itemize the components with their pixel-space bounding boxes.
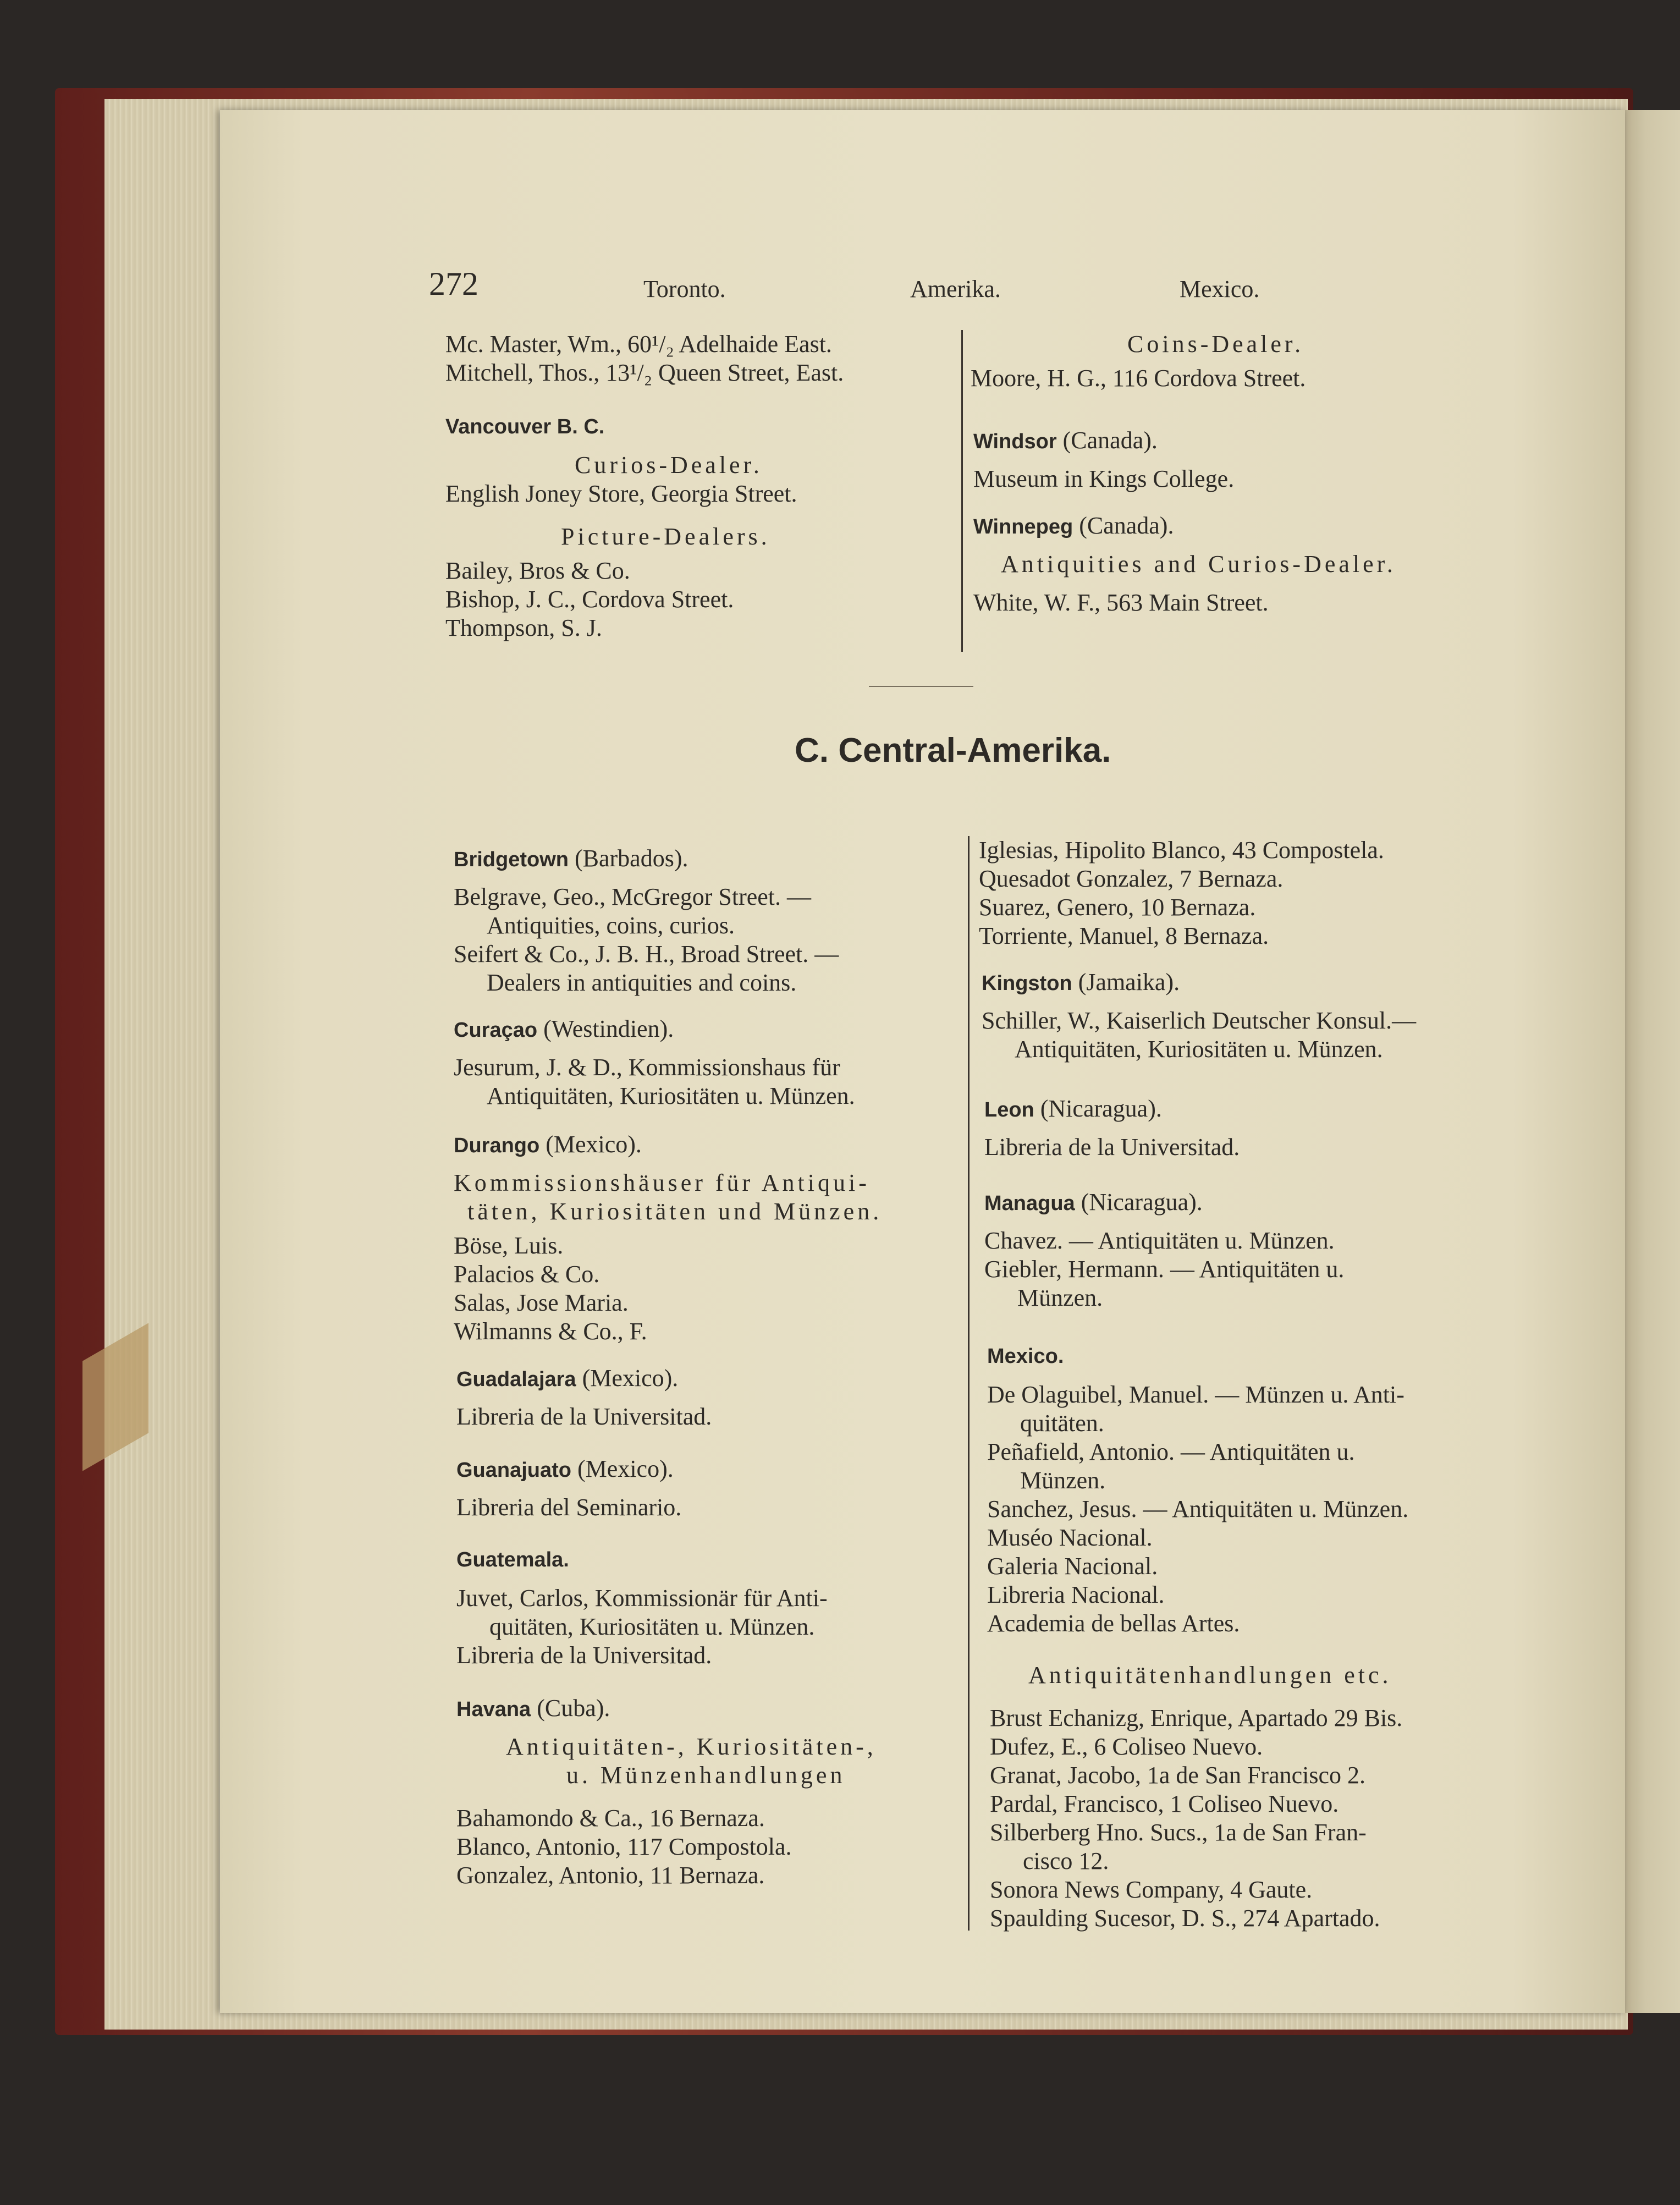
text-line: English Joney Store, Georgia Street.	[445, 480, 797, 507]
text-line: Kommissionshäuser für Antiqui-	[454, 1169, 870, 1196]
city-heading-guatemala: Guatemala.	[456, 1548, 569, 1571]
text-line: Torriente, Manuel, 8 Bernaza.	[979, 922, 1269, 949]
text-line: Iglesias, Hipolito Blanco, 43 Compostela.	[979, 837, 1384, 864]
text-line: Silberberg Hno. Sucs., 1a de San Fran-	[990, 1819, 1367, 1846]
text-line: Belgrave, Geo., McGregor Street. —	[454, 883, 812, 910]
text-line: Brust Echanizg, Enrique, Apartado 29 Bis.	[990, 1704, 1403, 1731]
text-line: täten, Kuriositäten und Münzen.	[467, 1198, 883, 1225]
running-header-center: Amerika.	[910, 276, 1001, 303]
text-line: Blanco, Antonio, 117 Compostola.	[456, 1833, 792, 1860]
text-line: Antiquities, coins, curios.	[487, 912, 735, 939]
text-line: Academia de bellas Artes.	[987, 1610, 1240, 1637]
text-line: Peñafield, Antonio. — Antiquitäten u.	[987, 1438, 1355, 1465]
text-line: Thompson, S. J.	[445, 614, 602, 641]
subheading: Picture-Dealers.	[561, 523, 770, 550]
city-heading-mexico: Mexico.	[987, 1345, 1064, 1368]
book-page	[220, 110, 1625, 2013]
city-heading-leon: Leon (Nicaragua).	[984, 1095, 1162, 1122]
text-line: quitäten.	[1020, 1410, 1104, 1437]
city-heading-curacao: Curaçao (Westindien).	[454, 1015, 674, 1042]
text-line: Gonzalez, Antonio, 11 Bernaza.	[456, 1862, 765, 1889]
subheading: Coins-Dealer.	[1127, 331, 1304, 358]
text-line: Schiller, W., Kaiserlich Deutscher Konsul.—	[982, 1007, 1417, 1034]
text-line: Quesadot Gonzalez, 7 Bernaza.	[979, 865, 1284, 892]
text-line: Jesurum, J. & D., Kommissionshaus für	[454, 1054, 840, 1081]
city-heading-durango: Durango (Mexico).	[454, 1131, 642, 1158]
text-line: Chavez. — Antiquitäten u. Münzen.	[984, 1227, 1335, 1254]
running-header-left: Toronto.	[643, 276, 726, 303]
text-line: cisco 12.	[1023, 1847, 1109, 1874]
text-line: Juvet, Carlos, Kommissionär für Anti-	[456, 1585, 828, 1612]
text-line: Moore, H. G., 116 Cordova Street.	[971, 365, 1306, 392]
text-line: Muséo Nacional.	[987, 1524, 1153, 1551]
running-header-right: Mexico.	[1180, 276, 1260, 303]
separator-rule	[869, 686, 973, 687]
subheading: Curios-Dealer.	[575, 452, 763, 479]
subheading: Antiquities and Curios-Dealer.	[1001, 551, 1396, 578]
text-line: Dufez, E., 6 Coliseo Nuevo.	[990, 1733, 1263, 1760]
text-line: Granat, Jacobo, 1a de San Francisco 2.	[990, 1762, 1366, 1789]
column-rule	[961, 330, 963, 652]
text-line: Böse, Luis.	[454, 1232, 564, 1259]
text-line: De Olaguibel, Manuel. — Münzen u. Anti-	[987, 1381, 1404, 1408]
city-heading-vancouver: Vancouver B. C.	[445, 415, 605, 438]
text-line: Bishop, J. C., Cordova Street.	[445, 586, 734, 613]
text-line: Giebler, Hermann. — Antiquitäten u.	[984, 1256, 1345, 1283]
column-rule	[968, 836, 970, 1931]
city-heading-winnepeg: Winnepeg (Canada).	[973, 512, 1174, 539]
subheading: Antiquitäten-, Kuriositäten-,	[506, 1733, 877, 1760]
city-heading-kingston: Kingston (Jamaika).	[982, 969, 1180, 996]
page-number: 272	[429, 266, 478, 302]
city-heading-managua: Managua (Nicaragua).	[984, 1189, 1203, 1216]
text-line: Libreria del Seminario.	[456, 1494, 682, 1521]
city-heading-guanajuato: Guanajuato (Mexico).	[456, 1455, 674, 1482]
subheading: Antiquitätenhandlungen etc.	[1028, 1662, 1392, 1689]
text-line: Bailey, Bros & Co.	[445, 557, 630, 584]
text-line: Salas, Jose Maria.	[454, 1289, 629, 1316]
text-line: Libreria Nacional.	[987, 1581, 1165, 1608]
text-line: Museum in Kings College.	[973, 465, 1235, 492]
text-line: Mc. Master, Wm., 60¹/₂ Adelhaide East.	[445, 331, 832, 358]
text-line: Dealers in antiquities and coins.	[487, 969, 797, 996]
text-line: Palacios & Co.	[454, 1261, 600, 1288]
text-line: Pardal, Francisco, 1 Coliseo Nuevo.	[990, 1790, 1339, 1817]
text-line: Wilmanns & Co., F.	[454, 1318, 647, 1345]
text-line: quitäten, Kuriositäten u. Münzen.	[489, 1613, 815, 1640]
text-line: Libreria de la Universitad.	[984, 1134, 1240, 1161]
text-line: White, W. F., 563 Main Street.	[973, 589, 1269, 616]
text-line: Sanchez, Jesus. — Antiquitäten u. Münzen.	[987, 1495, 1409, 1522]
city-heading-windsor: Windsor (Canada).	[973, 427, 1158, 454]
text-line: Galeria Nacional.	[987, 1553, 1158, 1580]
city-heading-bridgetown: Bridgetown (Barbados).	[454, 845, 688, 872]
facing-page-edge	[1622, 110, 1680, 2013]
text-line: Münzen.	[1020, 1467, 1106, 1494]
text-line: Sonora News Company, 4 Gaute.	[990, 1876, 1313, 1903]
text-line: Seifert & Co., J. B. H., Broad Street. —	[454, 941, 839, 967]
text-line: Libreria de la Universitad.	[456, 1403, 712, 1430]
city-heading-havana: Havana (Cuba).	[456, 1695, 610, 1722]
text-line: Mitchell, Thos., 13¹/₂ Queen Street, East.	[445, 359, 844, 386]
text-line: Antiquitäten, Kuriositäten u. Münzen.	[1015, 1036, 1383, 1063]
section-title: C. Central-Amerika.	[795, 732, 1111, 769]
text-line: Suarez, Genero, 10 Bernaza.	[979, 894, 1256, 921]
city-heading-guadalajara: Guadalajara (Mexico).	[456, 1365, 679, 1392]
text-line: Antiquitäten, Kuriositäten u. Münzen.	[487, 1082, 855, 1109]
text-line: Spaulding Sucesor, D. S., 274 Apartado.	[990, 1905, 1380, 1932]
text-line: Libreria de la Universitad.	[456, 1642, 712, 1669]
text-line: Bahamondo & Ca., 16 Bernaza.	[456, 1805, 765, 1832]
text-line: Münzen.	[1017, 1284, 1103, 1311]
subheading: u. Münzenhandlungen	[566, 1762, 846, 1789]
